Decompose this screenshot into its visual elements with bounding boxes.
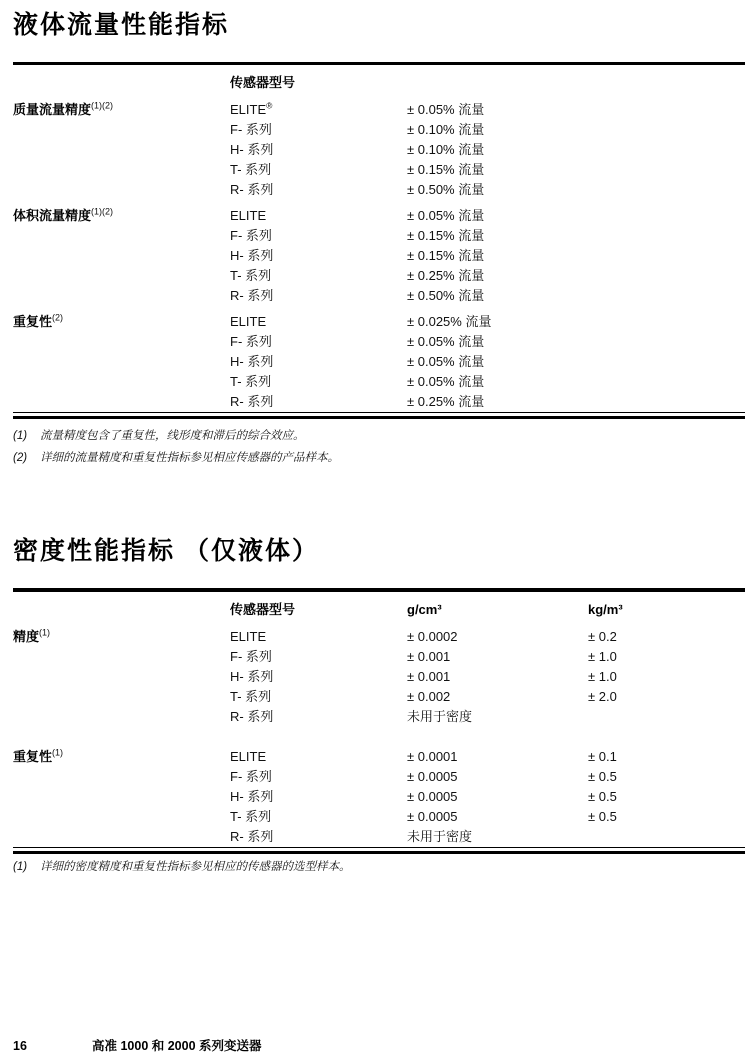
table-row (13, 807, 745, 827)
table-row (13, 140, 745, 160)
sensor-model-cell: T- 系列 (230, 268, 272, 283)
kgm3-cell: ± 0.5 (588, 809, 617, 824)
table-row (13, 627, 745, 647)
kgm3-cell: ± 1.0 (588, 669, 617, 684)
page-number: 16 (13, 1039, 27, 1053)
gcm3-cell: 未用于密度 (407, 829, 473, 844)
table-row (13, 332, 745, 352)
sensor-model-cell: H- 系列 (230, 789, 274, 804)
table2-header-gcm3: g/cm³ (407, 602, 442, 617)
sensor-model-cell: H- 系列 (230, 354, 274, 369)
gcm3-cell: ± 0.0005 (407, 789, 458, 804)
sensor-model-cell: ELITE (230, 314, 267, 329)
table-row (13, 767, 745, 787)
sensor-model-cell: ELITE (230, 208, 267, 223)
value-cell: ± 0.025% 流量 (407, 314, 492, 329)
table-row (13, 747, 745, 767)
value-cell: ± 0.10% 流量 (407, 122, 485, 137)
sensor-model-cell: ELITE (230, 749, 267, 764)
kgm3-cell: ± 0.5 (588, 769, 617, 784)
table1-header-sensor-model: 传感器型号 (230, 75, 296, 90)
table-row (13, 827, 745, 847)
sensor-model-cell: R- 系列 (230, 394, 274, 409)
table-row (13, 352, 745, 372)
table2-top-rule (13, 588, 745, 592)
table1-bottom-thin-rule (13, 412, 745, 413)
value-cell: ± 0.10% 流量 (407, 142, 485, 157)
value-cell: ± 0.50% 流量 (407, 182, 485, 197)
table-row (13, 206, 745, 226)
value-cell: ± 0.25% 流量 (407, 268, 485, 283)
footnote-text: 流量精度包含了重复性，线形度和滞后的综合效应。 (40, 430, 305, 442)
table-row (13, 667, 745, 687)
kgm3-cell (588, 827, 745, 847)
value-cell: ± 0.05% 流量 (407, 208, 485, 223)
table-row (13, 372, 745, 392)
table-row (13, 160, 745, 180)
sensor-model-cell: R- 系列 (230, 709, 274, 724)
footnote-text: 详细的密度精度和重复性指标参见相应的传感器的选型样本。 (40, 861, 351, 873)
value-cell: ± 0.15% 流量 (407, 162, 485, 177)
kgm3-cell (588, 707, 745, 727)
sensor-model-cell: R- 系列 (230, 288, 274, 303)
footnote (13, 448, 339, 468)
table-row (13, 707, 745, 727)
table2-header-sensor-model: 传感器型号 (230, 602, 296, 617)
row-group-label: 精度$^{(1)}$ (13, 627, 51, 644)
footnote-text: 详细的流量精度和重复性指标参见相应传感器的产品样本。 (40, 452, 339, 464)
table2-bottom-thin-rule (13, 847, 745, 848)
footnote-marker: (2) (13, 452, 28, 464)
sensor-model-cell: F- 系列 (230, 769, 272, 784)
sensor-model-cell: F- 系列 (230, 334, 272, 349)
table-row (13, 687, 745, 707)
sensor-model-cell: ELITE® (230, 100, 273, 117)
value-cell: ± 0.05% 流量 (407, 374, 485, 389)
gcm3-cell: ± 0.001 (407, 669, 451, 684)
table1-header-row (13, 73, 745, 93)
table1-group-volume-flow-accuracy (13, 206, 745, 306)
kgm3-cell: ± 1.0 (588, 649, 617, 664)
table-row (13, 266, 745, 286)
table-row (13, 100, 745, 120)
sensor-model-cell: R- 系列 (230, 829, 274, 844)
gcm3-cell: ± 0.001 (407, 649, 451, 664)
gcm3-cell: ± 0.0005 (407, 809, 458, 824)
sensor-model-cell: R- 系列 (230, 182, 274, 197)
table1-group-repeatability (13, 312, 745, 412)
table-row (13, 226, 745, 246)
table2-group-accuracy (13, 627, 745, 727)
table-row (13, 787, 745, 807)
table1-bottom-thick-rule (13, 416, 745, 419)
kgm3-cell: ± 0.2 (588, 629, 617, 644)
gcm3-cell: ± 0.002 (407, 689, 451, 704)
kgm3-cell: ± 0.1 (588, 749, 617, 764)
sensor-model-cell: T- 系列 (230, 689, 272, 704)
page-footer (13, 1036, 262, 1056)
sensor-model-cell: F- 系列 (230, 228, 272, 243)
gcm3-cell: ± 0.0002 (407, 629, 458, 644)
row-group-label: 重复性$^{(1)}$ (13, 747, 64, 764)
value-cell: ± 0.25% 流量 (407, 394, 485, 409)
footnote-marker: (1) (13, 430, 28, 442)
value-cell: ± 0.15% 流量 (407, 228, 485, 243)
value-cell: ± 0.15% 流量 (407, 248, 485, 263)
sensor-model-cell: H- 系列 (230, 669, 274, 684)
row-group-label: 体积流量精度$^{(1)(2)}$ (13, 206, 114, 223)
sensor-model-cell: F- 系列 (230, 649, 272, 664)
gcm3-cell: ± 0.0005 (407, 769, 458, 784)
footnote (13, 857, 351, 877)
value-cell: ± 0.05% 流量 (407, 354, 485, 369)
kgm3-cell: ± 2.0 (588, 689, 617, 704)
table2-header-row (13, 600, 745, 620)
sensor-model-cell: ELITE (230, 629, 267, 644)
table-row (13, 286, 745, 306)
section-title-density: 密度性能指标 （仅液体） (13, 537, 319, 565)
sensor-model-cell: F- 系列 (230, 122, 272, 137)
table-row (13, 647, 745, 667)
table-row (13, 180, 745, 200)
sensor-model-cell: H- 系列 (230, 142, 274, 157)
value-cell: ± 0.05% 流量 (407, 102, 485, 117)
table-row (13, 392, 745, 412)
table2-group-repeatability (13, 747, 745, 847)
value-cell: ± 0.05% 流量 (407, 334, 485, 349)
table1-group-mass-flow-accuracy (13, 100, 745, 200)
footnote-marker: (1) (13, 861, 28, 873)
footer-doc-title: 高准 1000 和 2000 系列变送器 (92, 1039, 262, 1053)
table2-header-kgm3: kg/m³ (588, 602, 623, 617)
gcm3-cell: ± 0.0001 (407, 749, 458, 764)
sensor-model-cell: T- 系列 (230, 809, 272, 824)
table-row (13, 246, 745, 266)
kgm3-cell: ± 0.5 (588, 789, 617, 804)
table-row (13, 120, 745, 140)
sensor-model-cell: T- 系列 (230, 162, 272, 177)
table1-top-rule (13, 62, 745, 65)
footnote (13, 426, 305, 446)
value-cell: ± 0.50% 流量 (407, 288, 485, 303)
table-row (13, 312, 745, 332)
gcm3-cell: 未用于密度 (407, 709, 473, 724)
row-group-label: 质量流量精度$^{(1)(2)}$ (13, 100, 114, 117)
sensor-model-cell: T- 系列 (230, 374, 272, 389)
row-group-label: 重复性$^{(2)}$ (13, 312, 64, 329)
section-title-liquid-flow: 液体流量性能指标 (13, 11, 230, 39)
table2-bottom-thick-rule (13, 851, 745, 854)
sensor-model-cell: H- 系列 (230, 248, 274, 263)
